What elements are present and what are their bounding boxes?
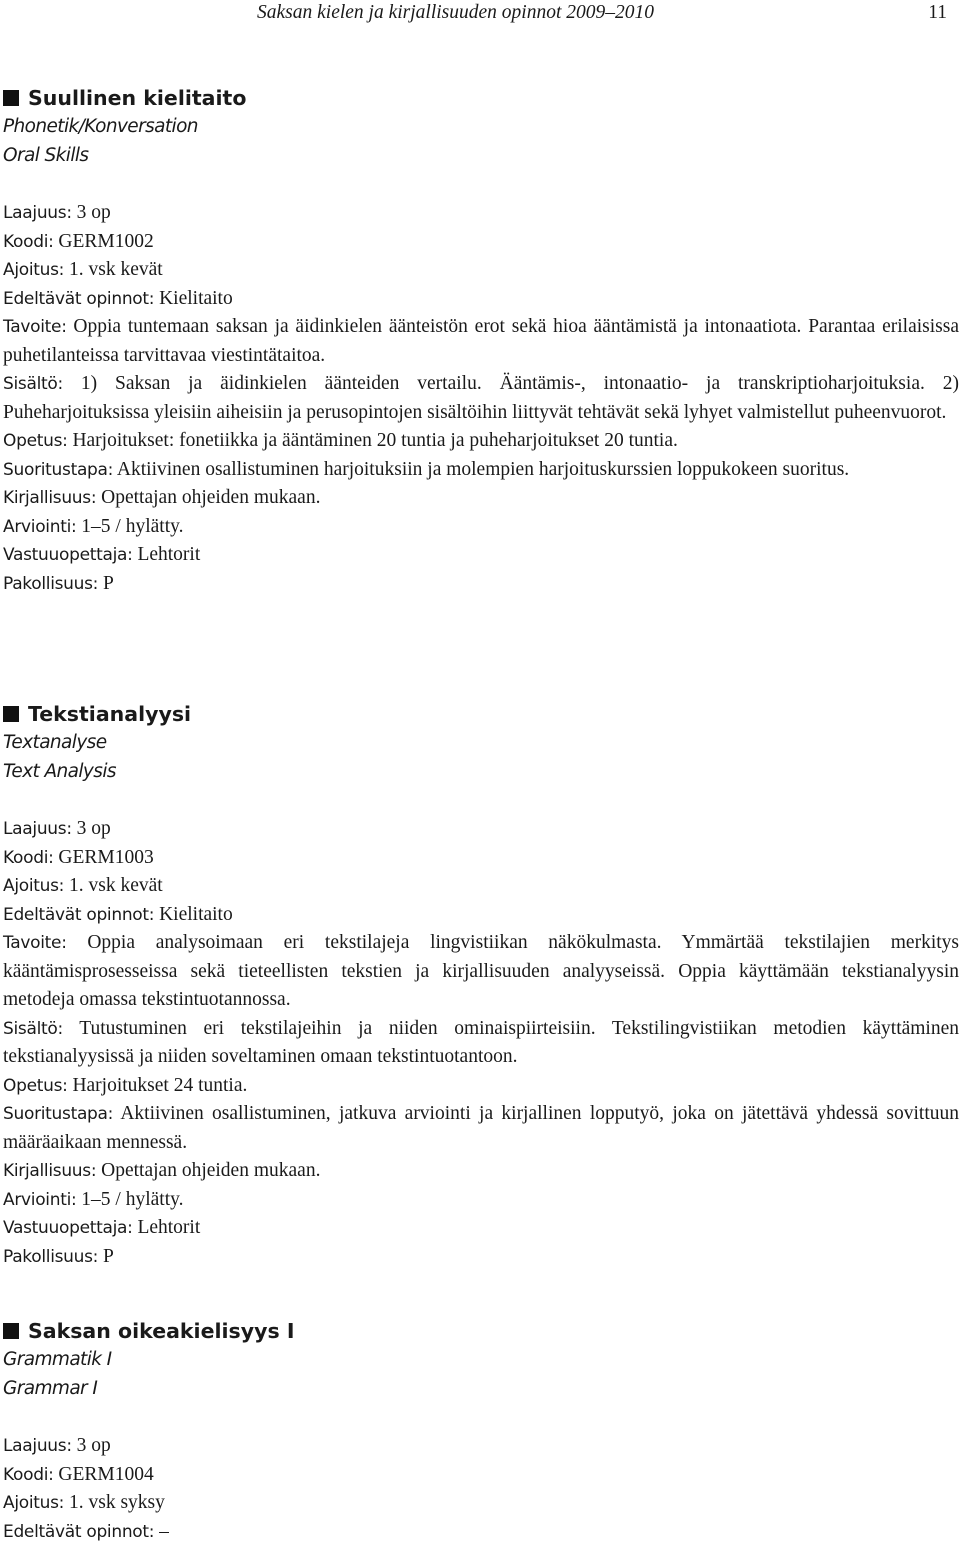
field-opetus <box>3 1072 959 1101</box>
course-section <box>3 700 959 1271</box>
course-fields <box>3 815 959 1271</box>
field-laajuus <box>3 815 959 844</box>
field-label: Laajuus: <box>3 1436 72 1456</box>
field-edeltavat-opinnot <box>3 285 959 314</box>
field-sisalto <box>3 370 959 427</box>
field-label: Ajoitus: <box>3 1493 64 1513</box>
field-value: Harjoitukset 24 tuntia. <box>72 1075 247 1096</box>
field-value: 1–5 / hylätty. <box>81 516 183 537</box>
field-label: Ajoitus: <box>3 260 64 280</box>
field-value: Kielitaito <box>159 288 233 309</box>
field-label: Kirjallisuus: <box>3 488 96 508</box>
field-label: Edeltävät opinnot: <box>3 289 154 309</box>
field-value: Aktiivinen osallistuminen harjoituksiin ja molempien harjoituskurssien loppukokeen suoritus. <box>117 459 849 480</box>
field-value: Kielitaito <box>159 904 233 925</box>
course-fields <box>3 199 959 598</box>
field-value: Oppia analysoimaan eri tekstilajeja lingvistiikan näkökulmasta. Ymmärtää tekstilajien merkitys kääntämisprosesseissa sekä tieteellisten tekstien ja kirjallisuuden analyyseissä. Oppia käyttämään tekstianalyysin metodeja omassa tekstintuotannossa. <box>3 932 959 1010</box>
course-title-english: Oral Skills <box>3 141 959 170</box>
field-vastuuopettaja <box>3 541 959 570</box>
field-label: Pakollisuus: <box>3 1247 98 1267</box>
field-label: Laajuus: <box>3 203 72 223</box>
field-laajuus <box>3 1432 959 1461</box>
square-bullet-icon <box>3 1323 19 1339</box>
field-arviointi <box>3 1186 959 1215</box>
field-value: 3 op <box>77 818 111 839</box>
field-sisalto <box>3 1015 959 1072</box>
field-label: Koodi: <box>3 232 54 252</box>
field-label: Opetus: <box>3 1076 68 1096</box>
course-title-text: Tekstianalyysi <box>28 700 191 728</box>
field-tavoite <box>3 313 959 370</box>
course-title-text: Suullinen kielitaito <box>28 84 246 112</box>
field-value: Tutustuminen eri tekstilajeihin ja niiden ominaispiirteisiin. Tekstilingvistiikan metodien käyttäminen tekstianalyysissä ja niiden soveltaminen omaan tekstintuotantoon. <box>3 1018 959 1068</box>
course-fields <box>3 1432 959 1546</box>
field-value: 1. vsk syksy <box>69 1492 165 1513</box>
field-suoritustapa <box>3 1100 959 1157</box>
page-number: 11 <box>928 0 947 27</box>
course-title <box>3 700 959 728</box>
course-title-english: Text Analysis <box>3 757 959 786</box>
field-value: 3 op <box>77 1435 111 1456</box>
running-header <box>0 0 960 27</box>
field-value: Harjoitukset: fonetiikka ja ääntäminen 20 tuntia ja puheharjoitukset 20 tuntia. <box>72 430 677 451</box>
field-label: Pakollisuus: <box>3 574 98 594</box>
field-label: Vastuuopettaja: <box>3 1218 133 1238</box>
field-value: Lehtorit <box>137 1217 200 1238</box>
field-label: Edeltävät opinnot: <box>3 905 154 925</box>
field-laajuus <box>3 199 959 228</box>
field-arviointi <box>3 513 959 542</box>
field-value: 1–5 / hylätty. <box>81 1189 183 1210</box>
field-label: Koodi: <box>3 848 54 868</box>
field-label: Laajuus: <box>3 819 72 839</box>
field-value: 1. vsk kevät <box>69 259 163 280</box>
course-title-german: Grammatik I <box>3 1345 959 1374</box>
field-suoritustapa <box>3 456 959 485</box>
field-label: Suoritustapa: <box>3 1104 113 1124</box>
field-label: Tavoite: <box>3 933 67 953</box>
field-koodi <box>3 228 959 257</box>
field-value: Opettajan ohjeiden mukaan. <box>101 1160 320 1181</box>
field-ajoitus <box>3 256 959 285</box>
field-label: Tavoite: <box>3 317 67 337</box>
field-value: P <box>103 1246 114 1267</box>
course-section <box>3 84 959 598</box>
field-tavoite <box>3 929 959 1015</box>
field-pakollisuus <box>3 1243 959 1272</box>
field-label: Arviointi: <box>3 517 76 537</box>
field-label: Koodi: <box>3 1465 54 1485</box>
course-title-text: Saksan oikeakielisyys I <box>28 1317 294 1345</box>
field-ajoitus <box>3 872 959 901</box>
field-value: Oppia tuntemaan saksan ja äidinkielen äänteistön erot sekä hioa ääntämistä ja intonaatiota. Parantaa erilaisissa puhetilanteissa tarvittavaa viestintätaitoa. <box>3 316 959 366</box>
field-label: Opetus: <box>3 431 68 451</box>
field-label: Suoritustapa: <box>3 460 113 480</box>
field-label: Vastuuopettaja: <box>3 545 133 565</box>
course-title-german: Phonetik/Konversation <box>3 112 959 141</box>
square-bullet-icon <box>3 706 19 722</box>
field-pakollisuus <box>3 570 959 599</box>
field-kirjallisuus <box>3 484 959 513</box>
course-title-german: Textanalyse <box>3 728 959 757</box>
course-title-english: Grammar I <box>3 1374 959 1403</box>
field-value: P <box>103 573 114 594</box>
field-ajoitus <box>3 1489 959 1518</box>
field-label: Arviointi: <box>3 1190 76 1210</box>
field-label: Sisältö: <box>3 374 63 394</box>
field-label: Kirjallisuus: <box>3 1161 96 1181</box>
field-value: 1) Saksan ja äidinkielen äänteiden vertailu. Ääntämis-, intonaatio- ja transkriptioharjoituksia. 2) Puheharjoituksissa yleisiin aiheisiin ja perusopintojen sisältöihin liittyvät tehtävät sekä lyhyet valmistellut puheenvuorot. <box>3 373 959 423</box>
field-label: Edeltävät opinnot: <box>3 1522 154 1542</box>
square-bullet-icon <box>3 90 19 106</box>
field-value: GERM1004 <box>58 1464 153 1485</box>
field-kirjallisuus <box>3 1157 959 1186</box>
field-value: Opettajan ohjeiden mukaan. <box>101 487 320 508</box>
field-opetus <box>3 427 959 456</box>
field-edeltavat-opinnot <box>3 1518 959 1546</box>
field-value: Aktiivinen osallistuminen, jatkuva arviointi ja kirjallinen lopputyö, joka on jätettävä yhdessä sovittuun määräaikaan mennessä. <box>3 1103 959 1153</box>
field-label: Sisältö: <box>3 1019 63 1039</box>
field-label: Ajoitus: <box>3 876 64 896</box>
field-value: Lehtorit <box>137 544 200 565</box>
field-value: 1. vsk kevät <box>69 875 163 896</box>
field-value: GERM1003 <box>58 847 153 868</box>
field-edeltavat-opinnot <box>3 901 959 930</box>
field-value: GERM1002 <box>58 231 153 252</box>
field-koodi <box>3 844 959 873</box>
field-koodi <box>3 1461 959 1490</box>
field-vastuuopettaja <box>3 1214 959 1243</box>
field-value: – <box>159 1521 169 1542</box>
course-section <box>3 1317 959 1546</box>
course-title <box>3 84 959 112</box>
running-title: Saksan kielen ja kirjallisuuden opinnot 2009–2010 <box>257 0 654 27</box>
course-title <box>3 1317 959 1345</box>
field-value: 3 op <box>77 202 111 223</box>
